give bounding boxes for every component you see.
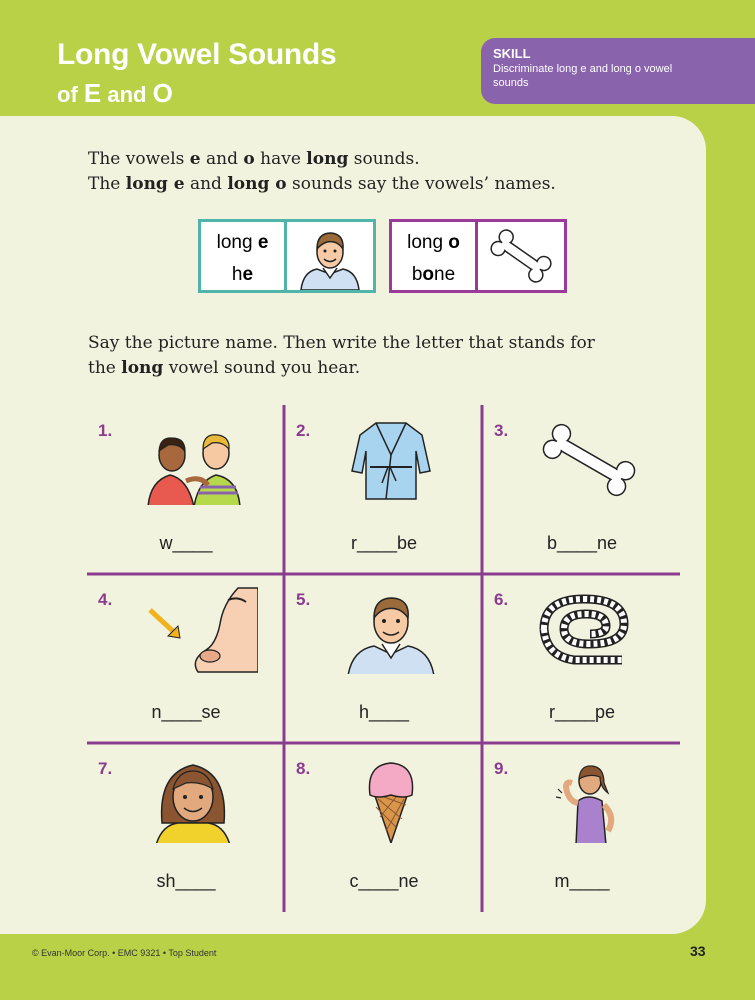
example-word-end: ne bbox=[434, 264, 456, 285]
intro-long: long bbox=[306, 149, 349, 169]
subtitle-e: E bbox=[83, 78, 102, 108]
example-label-vowel: o bbox=[448, 232, 460, 253]
instructions bbox=[88, 331, 595, 381]
intro-text bbox=[88, 147, 556, 197]
exercise-cell-2 bbox=[286, 405, 482, 573]
example-label-prefix: long bbox=[216, 232, 258, 253]
example-picture bbox=[475, 222, 564, 290]
example-word-vowel: e bbox=[242, 264, 254, 285]
intro-text-part: The bbox=[88, 174, 126, 194]
intro-text-part: The vowels bbox=[88, 149, 190, 169]
instructions-line-1: Say the picture name. Then write the letter that stands for bbox=[88, 333, 595, 353]
example-long-o bbox=[389, 219, 567, 293]
item-word: m____ bbox=[554, 871, 610, 891]
item-word: w____ bbox=[159, 533, 213, 553]
item-number: 9. bbox=[494, 759, 509, 778]
item-number: 2. bbox=[296, 421, 311, 440]
girl-icon bbox=[128, 753, 258, 843]
instructions-text-part: vowel sound you hear. bbox=[163, 358, 361, 378]
example-label bbox=[201, 227, 284, 259]
exercise-cell-5 bbox=[286, 574, 482, 742]
item-number: 8. bbox=[296, 759, 311, 778]
intro-text-part: have bbox=[254, 149, 307, 169]
subtitle-of: of bbox=[57, 82, 84, 107]
example-word bbox=[392, 259, 475, 291]
item-number: 6. bbox=[494, 590, 509, 609]
ice-cream-cone-icon bbox=[326, 753, 456, 843]
example-label-prefix: long bbox=[407, 232, 449, 253]
item-word: sh____ bbox=[156, 871, 216, 891]
exercise-cell-6 bbox=[484, 574, 680, 742]
item-number: 3. bbox=[494, 421, 509, 440]
skill-heading: SKILL bbox=[493, 46, 531, 61]
robe-icon bbox=[326, 415, 456, 505]
item-number: 1. bbox=[98, 421, 113, 440]
nose-icon bbox=[128, 584, 258, 674]
example-word-vowel: o bbox=[422, 264, 435, 285]
man-icon bbox=[287, 222, 373, 290]
intro-text-part: sounds say the vowels’ names. bbox=[286, 174, 556, 194]
exercise-cell-3 bbox=[484, 405, 680, 573]
intro-vowel-o: o bbox=[243, 149, 255, 169]
item-word: c____ne bbox=[349, 871, 419, 891]
intro-line-2 bbox=[88, 172, 556, 197]
example-word bbox=[201, 259, 284, 291]
instructions-text-part: the bbox=[88, 358, 122, 378]
item-number: 7. bbox=[98, 759, 113, 778]
intro-text-part: and bbox=[184, 174, 228, 194]
example-text bbox=[201, 222, 284, 290]
example-text bbox=[392, 222, 475, 290]
rope-icon bbox=[524, 584, 654, 674]
friends-icon bbox=[128, 415, 258, 505]
instructions-long: long bbox=[121, 358, 164, 378]
example-long-e bbox=[198, 219, 376, 293]
girl-pointing-icon bbox=[524, 753, 654, 843]
exercise-cell-4 bbox=[88, 574, 284, 742]
exercise-cell-7 bbox=[88, 743, 284, 911]
example-word-start: b bbox=[411, 264, 423, 285]
item-word: r____be bbox=[350, 533, 418, 553]
instructions-line-2 bbox=[88, 356, 595, 381]
page-subtitle bbox=[57, 78, 173, 109]
bone-icon bbox=[524, 415, 654, 505]
copyright-footer: © Evan-Moor Corp. • EMC 9321 • Top Student bbox=[32, 948, 217, 958]
item-number: 5. bbox=[296, 590, 311, 609]
item-word: b____ne bbox=[546, 533, 618, 553]
item-word: h____ bbox=[358, 702, 410, 722]
example-word-start: h bbox=[231, 264, 243, 285]
bone-icon bbox=[478, 222, 564, 290]
man-icon bbox=[326, 584, 456, 674]
intro-vowel-e: e bbox=[189, 149, 201, 169]
item-word: n____se bbox=[151, 702, 221, 722]
intro-long-e: long e bbox=[125, 174, 185, 194]
subtitle-and: and bbox=[101, 82, 153, 107]
example-label bbox=[392, 227, 475, 259]
item-word: r____pe bbox=[548, 702, 616, 722]
intro-text-part: and bbox=[200, 149, 244, 169]
exercise-cell-8 bbox=[286, 743, 482, 911]
exercise-cell-1 bbox=[88, 405, 284, 573]
skill-box bbox=[481, 38, 755, 104]
intro-text-part: sounds. bbox=[348, 149, 420, 169]
example-picture bbox=[284, 222, 373, 290]
subtitle-o: O bbox=[152, 78, 173, 108]
page-title: Long Vowel Sounds bbox=[57, 38, 337, 71]
item-number: 4. bbox=[98, 590, 113, 609]
page-number: 33 bbox=[690, 943, 706, 959]
example-label-vowel: e bbox=[257, 232, 269, 253]
intro-line-1 bbox=[88, 147, 556, 172]
exercise-cell-9 bbox=[484, 743, 680, 911]
skill-description: Discriminate long e and long o vowel sounds bbox=[493, 63, 673, 89]
intro-long-o: long o bbox=[227, 174, 287, 194]
